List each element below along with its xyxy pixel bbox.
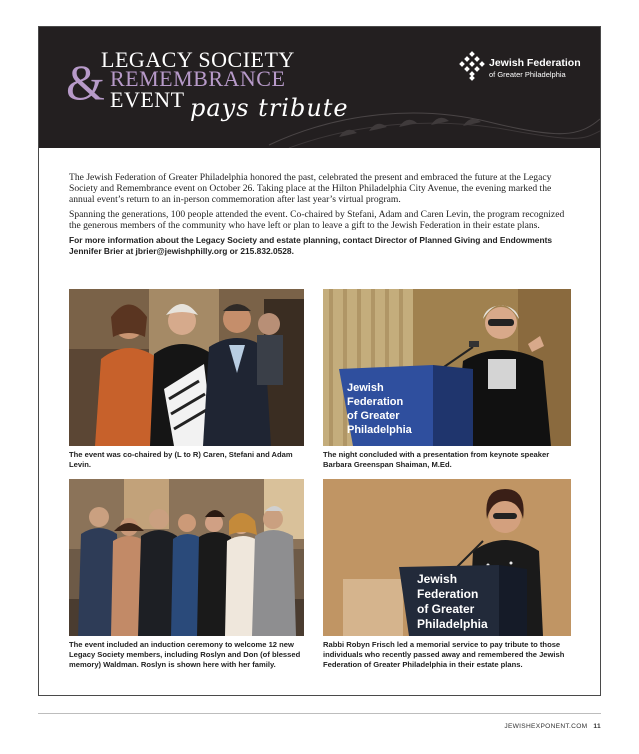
memorial-sign-line-2: Federation — [417, 587, 479, 601]
article-paragraph-1: The Jewish Federation of Greater Philadelphia honored the past, celebrated the present and embraced the future at the Legacy Society and Remembrance event on October 26. Taking place at the Hilton Philadelphia City Avenue, the evening marked the annual event’s return to an in-person commemoration after last year’s virtual program. — [69, 172, 552, 205]
photo-memorial-caption: Rabbi Robyn Frisch led a memorial service to pay tribute to those individuals who recently passed away and remembered the Jewish Federation of Greater Philadelphia in their estate plans. — [323, 640, 565, 669]
memorial-sign-line-4: Philadelphia — [417, 617, 488, 631]
photo-keynote-caption: The night concluded with a presentation from keynote speaker Barbara Greenspan Shaiman, M.Ed. — [323, 450, 550, 469]
photo-co-chairs — [69, 289, 304, 446]
federation-diamond-logo-icon — [459, 51, 485, 81]
footer-site-link[interactable]: JEWISHEXPONENT.COM — [504, 723, 588, 730]
footer-divider — [38, 713, 601, 714]
article-frame — [38, 26, 601, 696]
memorial-sign-line-3: of Greater — [417, 602, 475, 616]
page-footer — [504, 723, 601, 730]
keynote-speaker-image — [323, 289, 571, 446]
contact-info: For more information about the Legacy Society and estate planning, contact Director of Planned Giving and Endowments Jennifer Brier at jbrier@jewishphilly.org or 215.832.0528. — [69, 235, 553, 256]
title-ampersand: & — [66, 54, 105, 110]
article-paragraph-2: Spanning the generations, 100 people attended the event. Co-chaired by Stefani, Adam and Caren Levin, the program recognized the generous members of the community who have left or plan to leave a gift to the Jewish Federation in their estate plans. — [69, 209, 565, 231]
header-banner — [39, 27, 600, 148]
photo-keynote-speaker — [323, 289, 571, 446]
title-tagline: pays tribute — [190, 94, 349, 122]
co-chairs-image — [69, 289, 304, 446]
photo-waldman-family — [69, 479, 304, 636]
keynote-sign-line-2: Federation — [347, 396, 404, 408]
article-body — [69, 172, 571, 261]
page-number: 11 — [593, 723, 601, 730]
photo-co-chairs-caption: The event was co-chaired by (L to R) Caren, Stefani and Adam Levin. — [69, 450, 293, 469]
rabbi-memorial-image — [323, 479, 571, 636]
logo-subname: of Greater Philadelphia — [489, 70, 566, 79]
federation-logo — [459, 51, 589, 87]
logo-name: Jewish Federation — [489, 57, 581, 69]
title-legacy-society: LEGACY SOCIETY — [101, 47, 295, 72]
title-remembrance: REMEMBRANCE — [110, 66, 286, 91]
photo-waldman-caption: The event included an induction ceremony to welcome 12 new Legacy Society members, including Roslyn and Don (of blessed memory) Waldman. Roslyn is shown here with her family. — [69, 640, 301, 669]
photo-rabbi-memorial — [323, 479, 571, 636]
memorial-sign-line-1: Jewish — [417, 572, 458, 586]
keynote-sign-line-3: of Greater — [347, 410, 400, 422]
title-event: EVENT — [110, 87, 185, 112]
keynote-sign-line-4: Philadelphia — [347, 424, 412, 436]
keynote-sign-line-1: Jewish — [347, 382, 384, 394]
waldman-family-image — [69, 479, 304, 636]
